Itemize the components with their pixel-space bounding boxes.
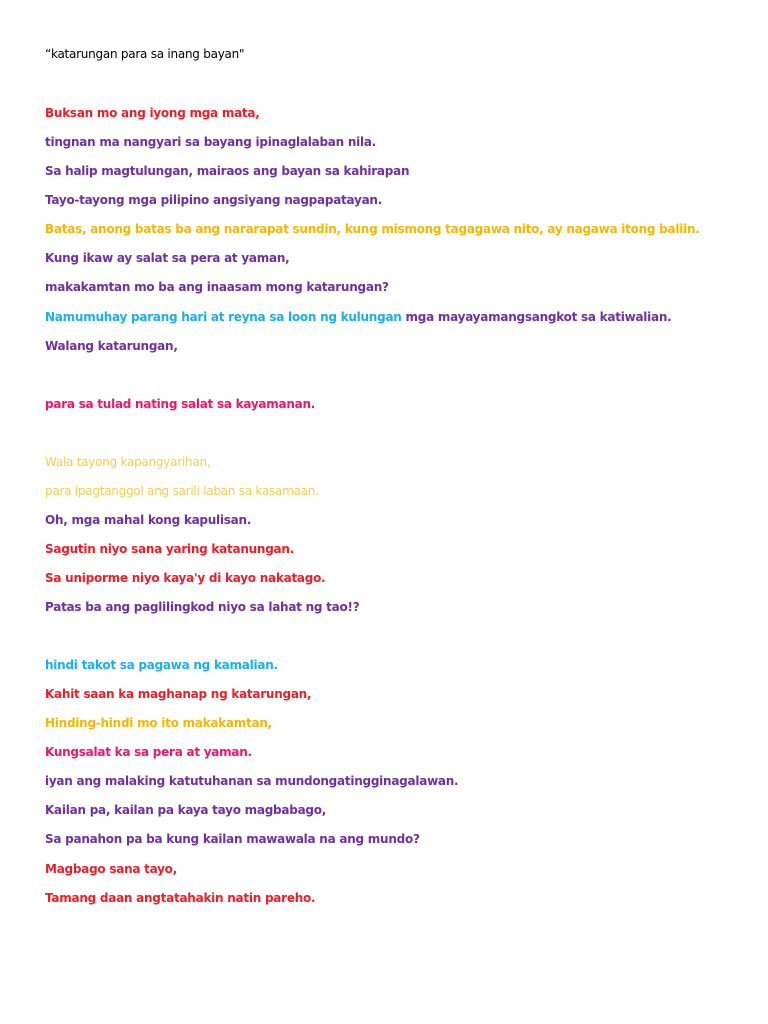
poem-line: Tamang daan angtatahakin natin pareho.: [45, 891, 316, 905]
poem-line-segment: mga mayayamangsangkot sa katiwalian.: [401, 310, 672, 324]
poem-line: Hinding-hindi mo ito makakamtan,: [45, 716, 272, 730]
poem-line: Sa uniporme niyo kaya'y di kayo nakatago.: [45, 571, 326, 585]
poem-line: hindi takot sa pagawa ng kamalian.: [45, 658, 278, 672]
poem-line: Kahit saan ka maghanap ng katarungan,: [45, 687, 312, 701]
poem-line: Buksan mo ang iyong mga mata,: [45, 106, 260, 120]
poem-line: para sa tulad nating salat sa kayamanan.: [45, 397, 316, 411]
poem-line: Magbago sana tayo,: [45, 862, 177, 876]
poem-line: Kungsalat ka sa pera at yaman.: [45, 745, 252, 759]
poem-line: Tayo-tayong mga pilipino angsiyang nagpapatayan.: [45, 193, 383, 207]
poem-line: Kailan pa, kailan pa kaya tayo magbabago,: [45, 803, 327, 817]
poem-line: Sagutin niyo sana yaring katanungan.: [45, 542, 294, 556]
poem-line: Wala tayong kapangyarihan,: [45, 455, 211, 469]
poem-line: tingnan ma nangyari sa bayang ipinaglalaban nila.: [45, 135, 377, 149]
poem-line: para ipagtanggol ang sarili laban sa kasamaan.: [45, 484, 319, 498]
poem-line: [45, 309, 671, 325]
poem-line: Batas, anong batas ba ang nararapat sundin, kung mismong tagagawa nito, ay nagawa itong baliin.: [45, 222, 700, 236]
poem-line: Oh, mga mahal kong kapulisan.: [45, 513, 252, 527]
poem-line-segment: Namumuhay parang hari at reyna sa loon ng kulungan: [45, 310, 402, 324]
poem-line: Sa halip magtulungan, mairaos ang bayan sa kahirapan: [45, 164, 410, 178]
poem-line: Patas ba ang paglilingkod niyo sa lahat ng tao!?: [45, 600, 360, 614]
poem-line: Kung ikaw ay salat sa pera at yaman,: [45, 251, 290, 265]
poem-title: “katarungan para sa inang bayan": [45, 47, 245, 61]
poem-line: Sa panahon pa ba kung kailan mawawala na ang mundo?: [45, 832, 420, 846]
poem-line: iyan ang malaking katutuhanan sa mundongatingginagalawan.: [45, 774, 459, 788]
poem-line: Walang katarungan,: [45, 339, 178, 353]
poem-line: makakamtan mo ba ang inaasam mong katarungan?: [45, 280, 389, 294]
